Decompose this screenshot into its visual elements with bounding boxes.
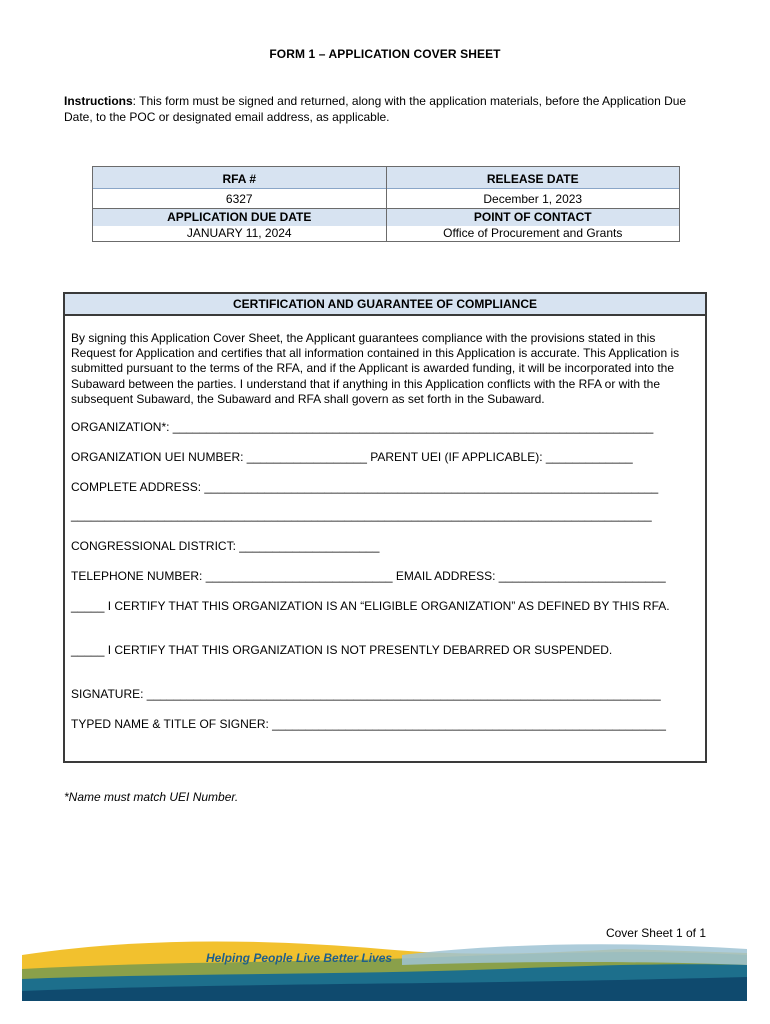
certification-body: By signing this Application Cover Sheet, the Applicant guarantees compliance with the provisions stated in this Request for Application and certifies that all information contained in this Application is accurate. This Application is submitted pursuant to the terms of the RFA, and if the Applicant is awarded funding, it will be incorporated into the Subaward between the parties. I understand that if anything in this Application conflicts with the RFA or with the subsequent Subaward, the Subaward and RFA shall govern as set forth in the Subaward.: [71, 331, 680, 406]
instructions-label: Instructions: [64, 94, 133, 108]
point-of-contact-value: Office of Procurement and Grants: [386, 226, 680, 241]
not-debarred-certification[interactable]: _____ I CERTIFY THAT THIS ORGANIZATION IS NOT PRESENTLY DEBARRED OR SUSPENDED.: [71, 643, 613, 657]
due-date-value: JANUARY 11, 2024: [93, 226, 387, 241]
info-table: [92, 166, 680, 242]
rfa-value: 6327: [93, 189, 387, 209]
instructions: [64, 94, 704, 125]
banner-light-blue-wave: [402, 944, 747, 965]
congressional-district-field[interactable]: CONGRESSIONAL DISTRICT: _____________________: [71, 539, 380, 553]
certification-header: CERTIFICATION AND GUARANTEE OF COMPLIANCE: [65, 294, 705, 316]
release-date-value: December 1, 2023: [386, 189, 680, 209]
due-date-label: APPLICATION DUE DATE: [93, 209, 387, 227]
address-line2-field[interactable]: _______________________________________________________________________________________: [71, 508, 652, 522]
point-of-contact-label: POINT OF CONTACT: [386, 209, 680, 227]
address-field[interactable]: COMPLETE ADDRESS: ____________________________________________________________________: [71, 480, 659, 494]
banner-tagline: Helping People Live Better Lives: [206, 951, 393, 965]
organization-field[interactable]: ORGANIZATION*: ________________________________________________________________________: [71, 420, 654, 434]
form-title: FORM 1 – APPLICATION COVER SHEET: [269, 47, 501, 61]
uei-field[interactable]: ORGANIZATION UEI NUMBER: __________________ PARENT UEI (IF APPLICABLE): _____________: [71, 450, 633, 464]
signature-field[interactable]: SIGNATURE: _____________________________________________________________________________: [71, 687, 661, 701]
footer-banner: [22, 935, 747, 1001]
page-number: Cover Sheet 1 of 1: [605, 926, 706, 940]
certification-box: [63, 292, 707, 763]
rfa-label: RFA #: [93, 167, 387, 189]
footnote: *Name must match UEI Number.: [64, 790, 239, 804]
eligible-organization-certification[interactable]: _____ I CERTIFY THAT THIS ORGANIZATION IS AN “ELIGIBLE ORGANIZATION” AS DEFINED BY THIS RFA.: [71, 599, 670, 613]
release-date-label: RELEASE DATE: [386, 167, 680, 189]
telephone-email-field[interactable]: TELEPHONE NUMBER: ____________________________ EMAIL ADDRESS: _________________________: [71, 569, 666, 583]
typed-name-title-field[interactable]: TYPED NAME & TITLE OF SIGNER: ___________________________________________________________: [71, 717, 666, 731]
instructions-text: : This form must be signed and returned, along with the application materials, before the Application Due Date, to the POC or designated email address, as applicable.: [64, 94, 687, 124]
